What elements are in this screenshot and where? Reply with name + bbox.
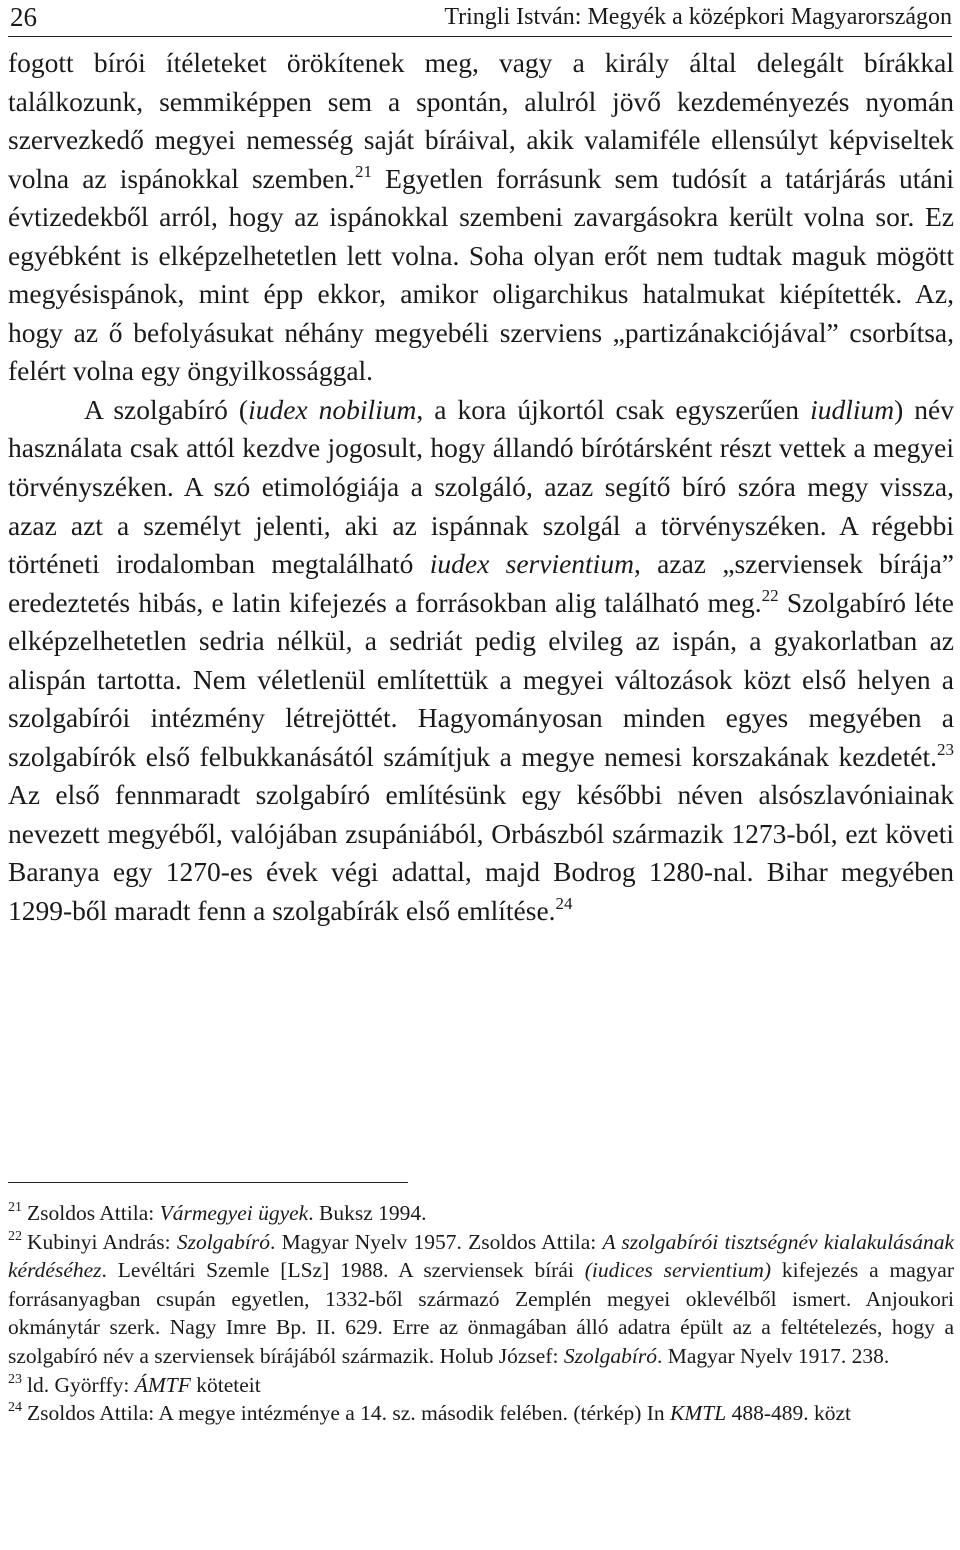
- body-text: [8, 44, 954, 931]
- footnotes: [8, 1199, 954, 1428]
- paragraph-2: A szolgabíró (iudex nobilium, a kora újkortól csak egyszerűen iudlium) név használata csak attól kezdve jogosult, hogy állandó bírótársként részt vettek a megyei törvényszéken. A szó etimológiája a szolgáló, azaz segítő bíró szóra megy vissza, azaz azt a személyt jelenti, aki az ispánnak szolgál a törvényszéken. A régebbi történeti irodalomban megtalálható iudex servientium, azaz „szerviensek bírája” eredeztetés hibás, e latin kifejezés a forrásokban alig található meg.$^{22}$ Szolgabíró léte elképzelhetetlen sedria nélkül, a sedriát pedig elvileg az ispán, a gyakorlatban az alispán tartotta. Nem véletlenül említettük a megyei változások közt első helyen a szolgabírói intézmény létrejöttét. Hagyományosan minden egyes megyében a szolgabírók első felbukkanásától számítjuk a megye nemesi korszakának kezdetét.$^{23}$ Az első fennmaradt szolgabíró említésünk egy későbbi néven alsószlavóniainak nevezett megyéből, valójában zsupániából, Orbászból származik 1273-ból, ezt követi Baranya egy 1270-es évek végi adattal, majd Bodrog 1280-nal. Bihar megyében 1299-ből maradt fenn a szolgabírák első említése.$^{24}$: [8, 393, 954, 927]
- footnote-ref-21[interactable]: 21: [355, 161, 373, 181]
- footnote-ref-24[interactable]: 24: [555, 894, 573, 914]
- footnote-22: $^{22}$ Kubinyi András: Szolgabíró. Magyar Nyelv 1957. Zsoldos Attila: A szolgabírói tisztségnév kialakulásának kérdéséhez. Levéltári Szemle [LSz] 1988. A szerviensek bírái (iudices servientium) kifejezés a magyar forrásanyagban csupán egyetlen, 1332-ből származó Zemplén megyei oklevélből ismert. Anjoukori okmánytár szerk. Nagy Imre Bp. II. 629. Erre az önmagában álló adatra épült az a feltételezés, hogy a szolgabíró név a szerviensek bírájából származik. Holub József: Szolgabíró. Magyar Nyelv 1917. 238.: [8, 1228, 954, 1368]
- footnote-23: $^{23}$ ld. Györffy: ÁMTF köteteit: [8, 1371, 261, 1397]
- paragraph-1: fogott bírói ítéleteket örökítenek meg, vagy a király által delegált bírákkal találkozunk, semmiképpen sem a spontán, alulról jövő kezdeményezés nyomán szervezkedő megyei nemesség saját bíráival, akik valamiféle ellensúlyt képviseltek volna az ispánokkal szemben.$^{21}$ Egyetlen forrásunk sem tudósít a tatárjárás utáni évtizedekből arról, hogy az ispánokkal szembeni zavargásokra került volna sor. Ez egyébként is elképzelhetetlen lett volna. Soha olyan erőt nem tudtak maguk mögött megyésispánok, mint épp ekkor, amikor oligarchikus hatalmukat kiépítették. Az, hogy az ő befolyásukat néhány megyebéli szerviens „partizánakciójával” csorbítsa, felért volna egy öngyilkossággal.: [8, 47, 954, 387]
- footnote-21: $^{21}$ Zsoldos Attila: Vármegyei ügyek. Buksz 1994.: [8, 1200, 427, 1225]
- footnote-separator: [8, 1182, 408, 1183]
- footnote-ref-22[interactable]: 22: [761, 585, 779, 605]
- page-number: 26: [10, 2, 37, 32]
- running-title: Tringli István: Megyék a középkori Magyarországon: [444, 4, 952, 30]
- footnote-ref-23[interactable]: 23: [937, 739, 954, 759]
- page-header: [8, 0, 952, 37]
- footnote-24: $^{24}$ Zsoldos Attila: A megye intézménye a 14. sz. második felében. (térkép) In KMTL 488-489. közt: [8, 1400, 852, 1426]
